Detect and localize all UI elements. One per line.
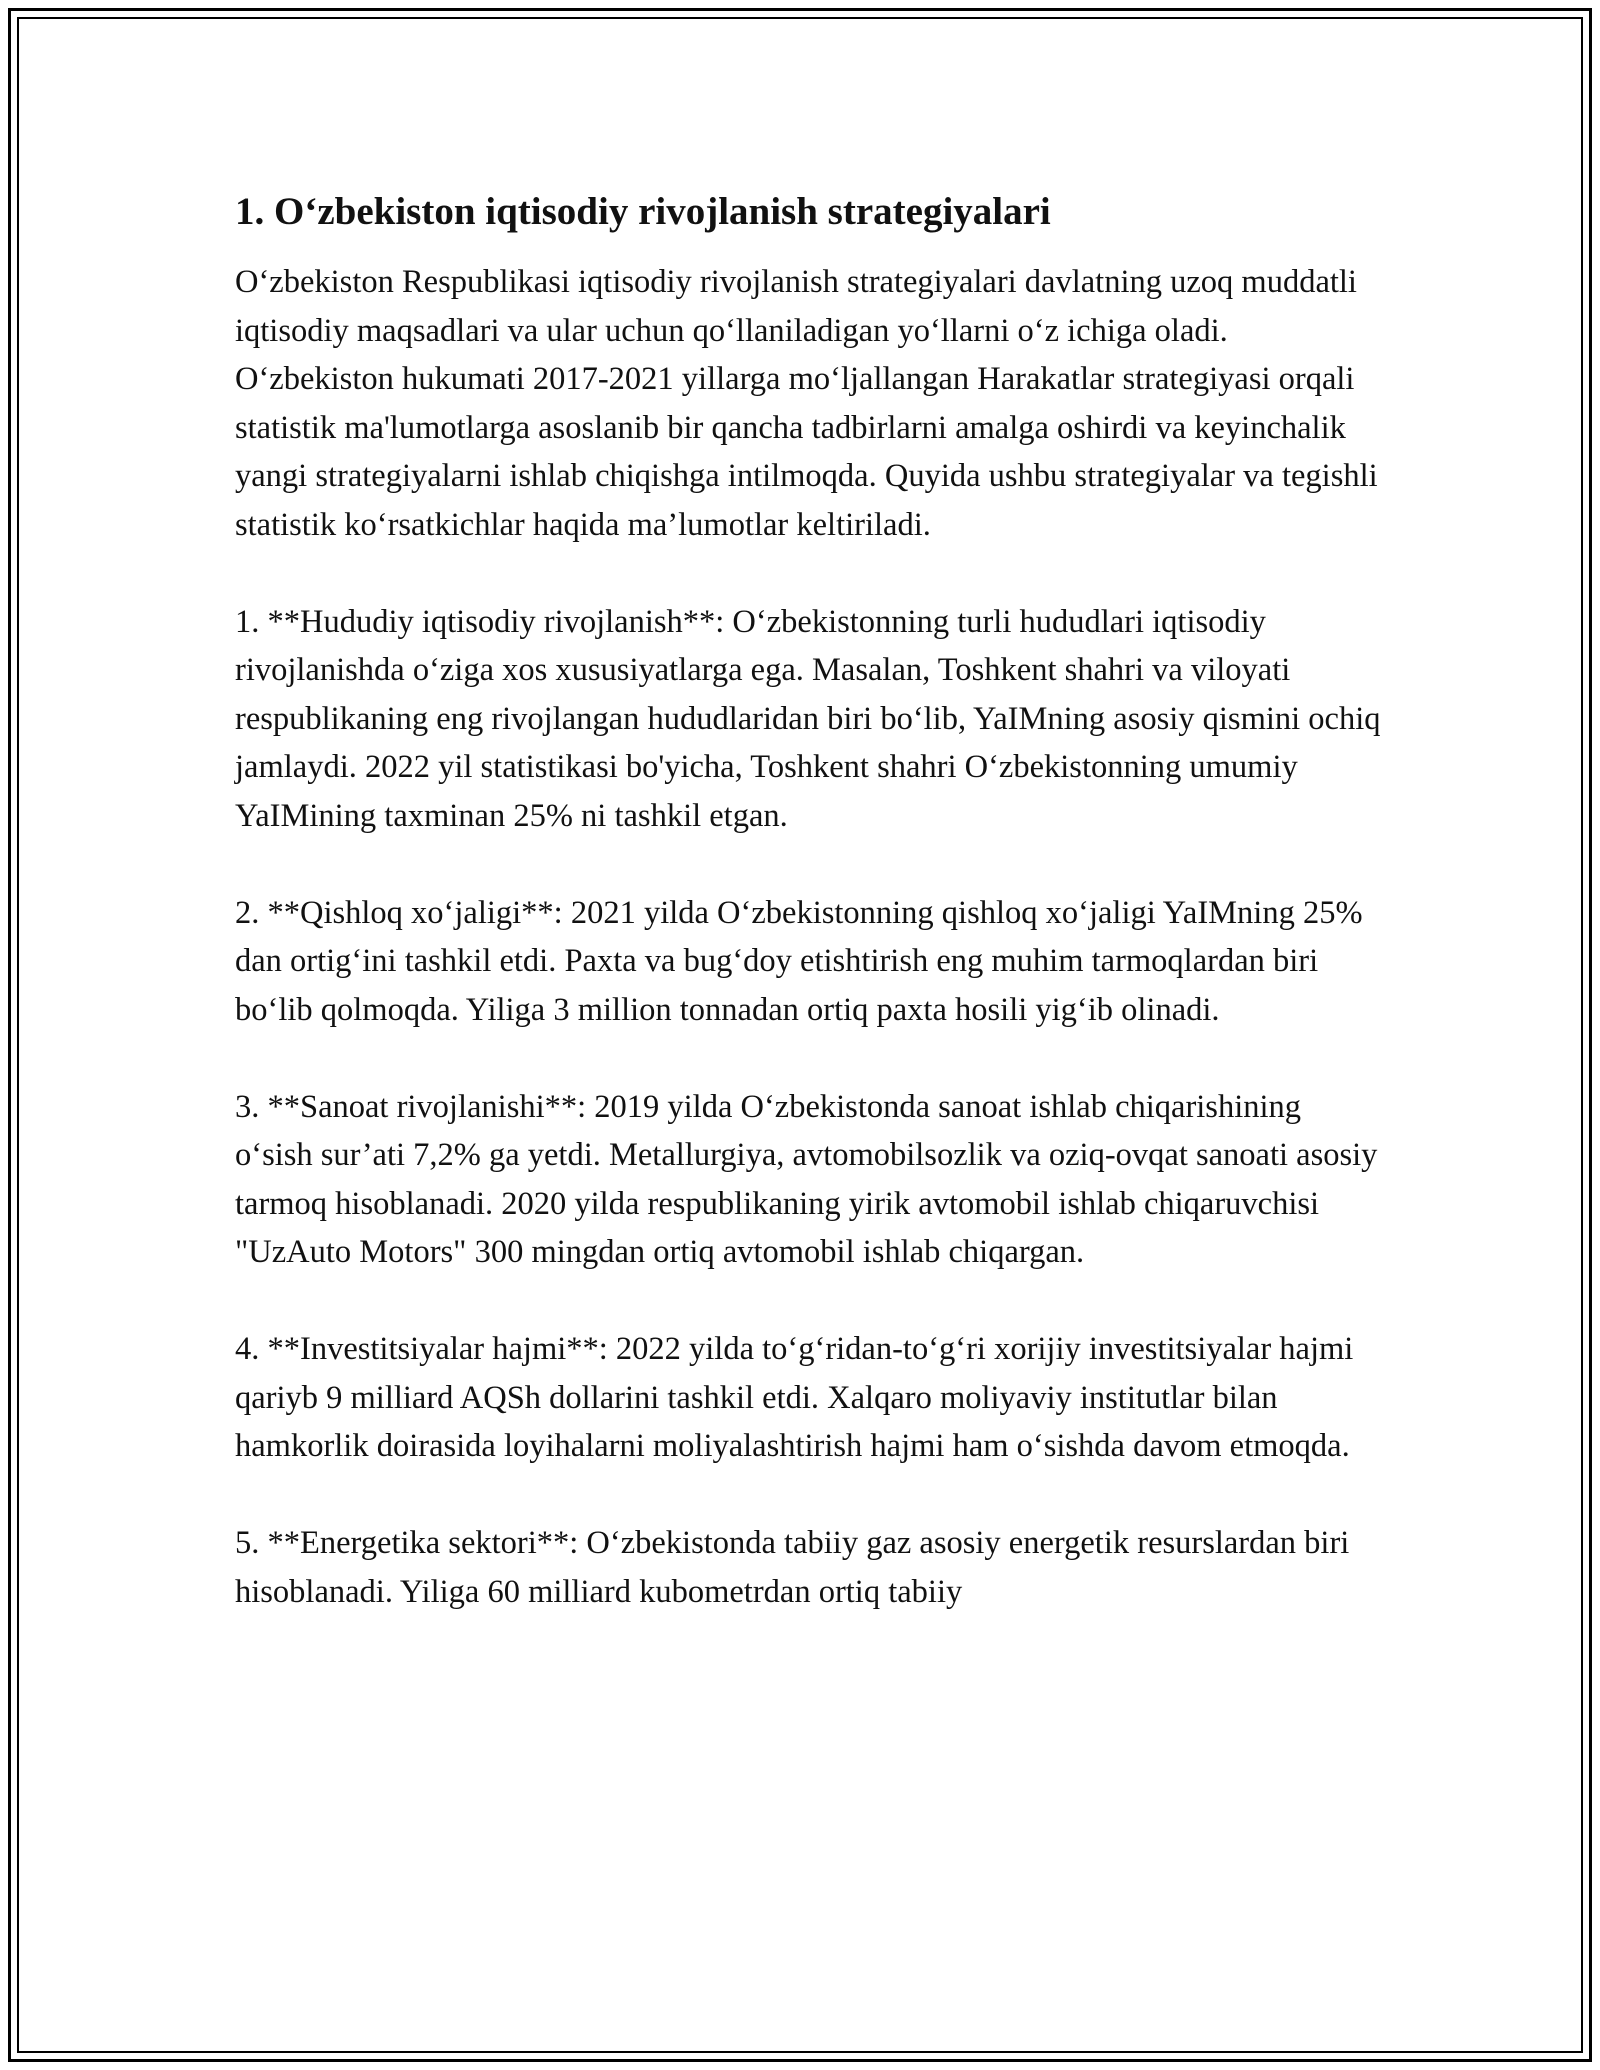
intro-paragraph: O‘zbekiston Respublikasi iqtisodiy rivojlanish strategiyalari davlatning uzoq muddatli iqtisodiy maqsadlari va ular uchun qo‘llaniladigan yo‘llarni o‘z ichiga oladi. O‘zbekiston hukumati 2017-2021 yillarga mo‘ljallangan Harakatlar strategiyasi orqali statistik ma'lumotlarga asoslanib bir qancha tadbirlarni amalga oshirdi va keyinchalik yangi strategiyalarni ishlab chiqishga intilmoqda. Quyida ushbu strategiyalar va tegishli statistik ko‘rsatkichlar haqida ma’lumotlar keltiriladi. [235,264,1378,543]
document-title: 1. O‘zbekiston iqtisodiy rivojlanish strategiyalari [235,190,1051,233]
paragraph-investments: 4. **Investitsiyalar hajmi**: 2022 yilda to‘g‘ridan-to‘g‘ri xorijiy investitsiyalar hajmi qariyb 9 milliard AQSh dollarini tashkil etdi. Xalqaro moliyaviy institutlar bilan hamkorlik doirasida loyihalarni moliyalashtirish hajmi ham o‘sishda davom etmoqda. [235,1331,1354,1464]
document-body [235,188,1385,1665]
paragraph-industry: 3. **Sanoat rivojlanishi**: 2019 yilda O‘zbekistonda sanoat ishlab chiqarishining o‘sish sur’ati 7,2% ga yetdi. Metallurgiya, avtomobilsozlik va oziq-ovqat sanoati asosiy tarmoq hisoblanadi. 2020 yilda respublikaning yirik avtomobil ishlab chiqaruvchisi "UzAuto Motors" 300 mingdan ortiq avtomobil ishlab chiqargan. [235,1088,1378,1270]
paragraph-regional-development: 1. **Hududiy iqtisodiy rivojlanish**: O‘zbekistonning turli hududlari iqtisodiy rivojlanishda o‘ziga xos xususiyatlarga ega. Masalan, Toshkent shahri va viloyati respublikaning eng rivojlangan hududlaridan biri bo‘lib, YaIMning asosiy qismini ochiq jamlaydi. 2022 yil statistikasi bo'yicha, Toshkent shahri O‘zbekistonning umumiy YaIMining taxminan 25% ni tashkil etgan. [235,603,1381,834]
paragraph-energy: 5. **Energetika sektori**: O‘zbekistonda tabiiy gaz asosiy energetik resurslardan biri hisoblanadi. Yiliga 60 milliard kubometrdan ortiq tabiiy [235,1525,1350,1610]
paragraph-agriculture: 2. **Qishloq xo‘jaligi**: 2021 yilda O‘zbekistonning qishloq xo‘jaligi YaIMning 25% dan ortig‘ini tashkil etdi. Paxta va bug‘doy etishtirish eng muhim tarmoqlardan biri bo‘lib qolmoqda. Yiliga 3 million tonnadan ortiq paxta hosili yig‘ib olinadi. [235,894,1363,1028]
